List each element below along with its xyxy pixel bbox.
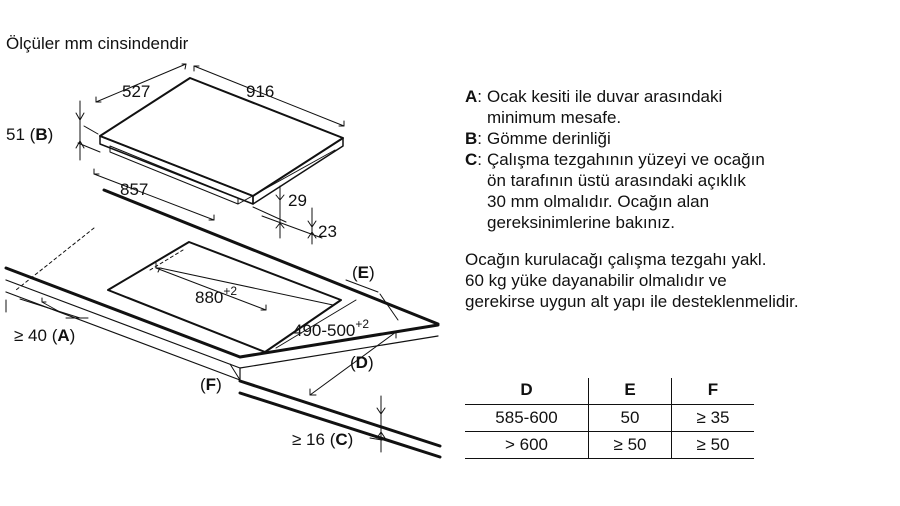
clearance-d-label: (D) xyxy=(350,353,374,372)
dim-51-label: 51 (B) xyxy=(6,125,54,144)
table-header-e: E xyxy=(589,378,672,405)
clearance-e-label: (E) xyxy=(352,263,375,282)
clearance-table xyxy=(465,378,754,459)
table-row: > 600 ≥ 50 ≥ 50 xyxy=(465,432,754,459)
cutout-width-label: $880^{+2}$ xyxy=(195,284,238,307)
load-requirement-paragraph: Ocağın kurulacağı çalışma tezgahı yakl. 60 kg yüke dayanabilir olmalıdır ve gerekirse uygun alt yapı ile desteklenmelidir. xyxy=(465,250,799,311)
dim-23-label: 23 xyxy=(318,222,337,241)
table-header-d: D xyxy=(520,380,533,399)
table-row: 585-600 50 ≥ 35 xyxy=(465,405,754,432)
dimensions-unit-title: Ölçüler mm cinsindendir xyxy=(6,34,189,53)
legend-notes xyxy=(465,86,895,312)
clearance-a-label: ≥ 40 (A) xyxy=(14,326,76,345)
dim-527-label: 527 xyxy=(122,82,151,101)
table-header-f: F xyxy=(707,380,719,399)
clearance-c-label: ≥ 16 (C) xyxy=(292,430,354,449)
note-c: C: Çalışma tezgahının yüzeyi ve ocağın ön tarafının üstü arasındaki açıklık 30 mm olmalıdır. Ocağın alan gereksinimlerine bakınız. xyxy=(465,150,765,232)
clearance-f-label: (F) xyxy=(200,375,222,394)
dim-916-label: 916 xyxy=(246,82,275,101)
note-a: A: Ocak kesiti ile duvar arasındaki minimum mesafe. xyxy=(465,87,723,127)
cutout-depth-label: $490-500^{+2}$ xyxy=(293,317,370,340)
dim-857-label: 857 xyxy=(120,180,149,199)
worktop-drawing xyxy=(6,190,440,457)
note-b: B: Gömme derinliği xyxy=(465,129,611,148)
table-header-row xyxy=(465,378,754,405)
dim-29-label: 29 xyxy=(288,191,307,210)
